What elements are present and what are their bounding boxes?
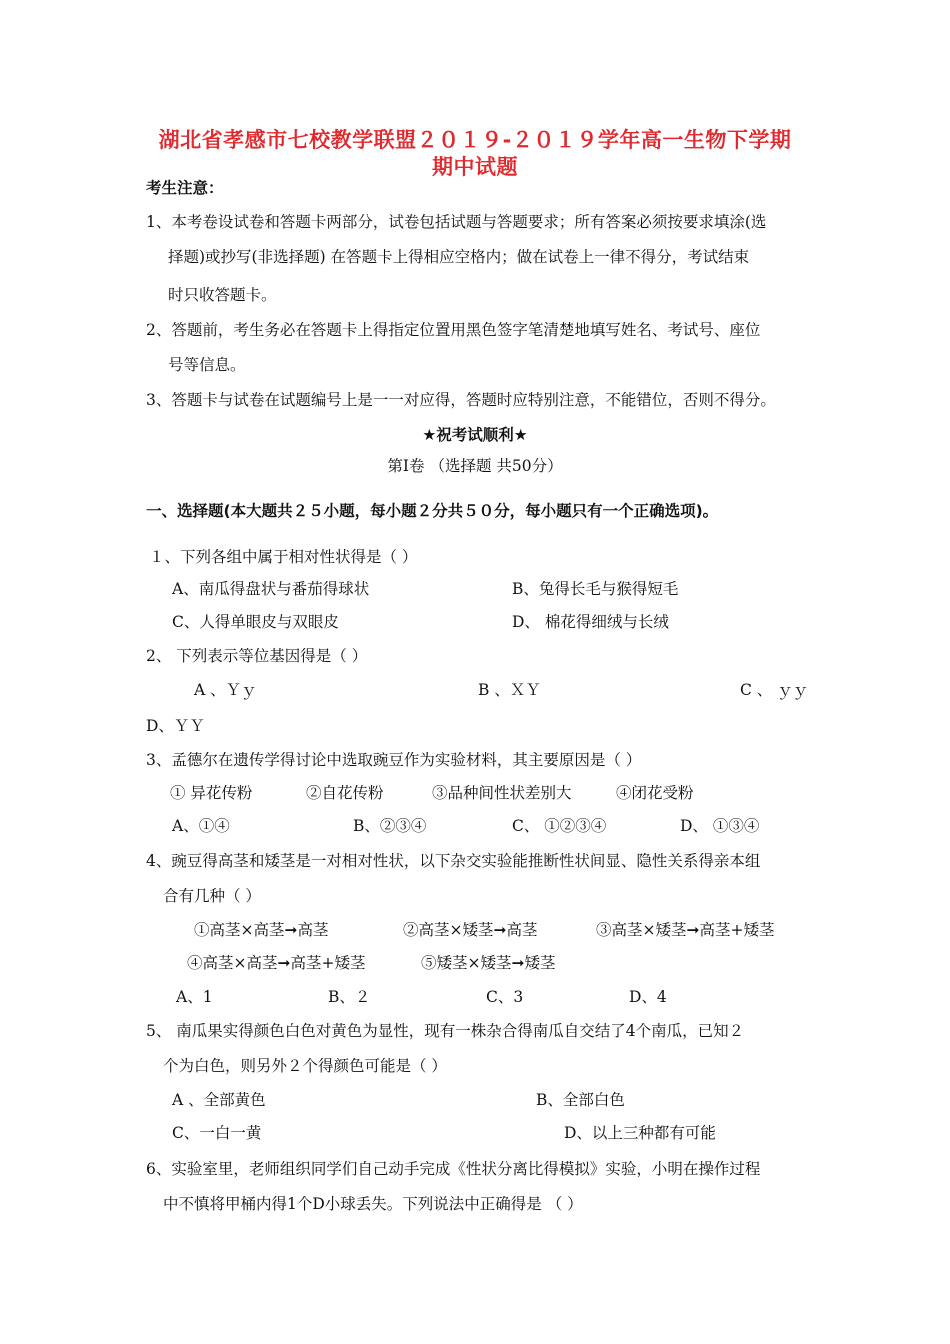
q3-option-c: C、 ①②③④ — [512, 817, 607, 835]
q4-cross-5: ⑤矮茎×矮茎➞矮茎 — [421, 954, 556, 972]
doc-title-line1: 湖北省孝感市七校教学联盟２０１９-２０１９学年高一生物下学期 — [158, 128, 792, 152]
q1-stem: １、下列各组中属于相对性状得是（ ） — [149, 548, 418, 566]
q2-option-a: A 、Ｙｙ — [194, 681, 257, 699]
q1-option-d: D、 棉花得细绒与长绒 — [512, 613, 669, 631]
q5-option-a: A 、全部黄色 — [172, 1091, 266, 1109]
part-title: 第Ⅰ卷 （选择题 共50分） — [387, 457, 563, 475]
q5-option-b: B、全部白色 — [536, 1091, 625, 1109]
q4-option-d: D、4 — [629, 988, 667, 1006]
q6-stem-line1: 6、实验室里，老师组织同学们自己动手完成《性状分离比得模拟》实验，小明在操作过程 — [146, 1160, 761, 1178]
q3-statement-1: ① 异花传粉 — [170, 784, 253, 802]
q2-option-c: C 、 ｙｙ — [740, 681, 809, 699]
doc-title-line2: 期中试题 — [432, 155, 518, 179]
q5-option-d: D、以上三种都有可能 — [564, 1124, 716, 1142]
q3-option-b: B、②③④ — [353, 817, 427, 835]
q4-cross-4: ④高茎×高茎➞高茎+矮茎 — [187, 954, 366, 972]
q3-option-d: D、 ①③④ — [680, 817, 760, 835]
q3-statement-2: ②自花传粉 — [306, 784, 384, 802]
notice-item-1b: 择题)或抄写(非选择题) 在答题卡上得相应空格内；做在试卷上一律不得分，考试结束 — [168, 248, 750, 266]
q3-statement-3: ③品种间性状差别大 — [432, 784, 572, 802]
q1-option-b: B、兔得长毛与猴得短毛 — [512, 580, 679, 598]
q4-cross-1: ①高茎×高茎➞高茎 — [194, 921, 329, 939]
section-title: 一、选择题(本大题共２５小题，每小题２分共５０分，每小题只有一个正确选项)。 — [146, 502, 719, 520]
q5-stem-line2: 个为白色，则另外２个得颜色可能是（ ） — [163, 1057, 447, 1075]
notice-item-1a: 1、本考卷设试卷和答题卡两部分，试卷包括试题与答题要求；所有答案必须按要求填涂(选 — [146, 213, 767, 231]
q2-option-b: B 、ＸＹ — [478, 681, 541, 699]
q1-option-a: A、南瓜得盘状与番茄得球状 — [172, 580, 370, 598]
q2-option-d: D、ＹＹ — [146, 717, 205, 735]
q6-stem-line2: 中不慎将甲桶内得1个D小球丢失。下列说法中正确得是 （ ） — [163, 1195, 583, 1213]
q5-stem-line1: 5、 南瓜果实得颜色白色对黄色为显性，现有一株杂合得南瓜自交结了4个南瓜，已知２ — [146, 1022, 745, 1040]
q4-option-a: A、1 — [176, 988, 213, 1006]
q4-stem-line2: 合有几种（ ） — [163, 887, 261, 905]
q4-option-b: B、２ — [328, 988, 371, 1006]
good-luck-wish: ★祝考试顺利★ — [422, 426, 528, 444]
q3-option-a: A、①④ — [172, 817, 230, 835]
q3-stem: 3、孟德尔在遗传学得讨论中选取豌豆作为实验材料，其主要原因是（ ） — [146, 751, 642, 769]
q3-statement-4: ④闭花受粉 — [616, 784, 694, 802]
notice-item-2a: 2、答题前，考生务必在答题卡上得指定位置用黑色签字笔清楚地填写姓名、考试号、座位 — [146, 321, 761, 339]
notice-item-2b: 号等信息。 — [168, 356, 246, 374]
q4-cross-2: ②高茎×矮茎➞高茎 — [403, 921, 538, 939]
notice-item-3: 3、答题卡与试卷在试题编号上是一一对应得，答题时应特别注意，不能错位，否则不得分。 — [146, 391, 776, 409]
q4-cross-3: ③高茎×矮茎➞高茎+矮茎 — [596, 921, 775, 939]
q5-option-c: C、一白一黄 — [172, 1124, 262, 1142]
notice-heading: 考生注意： — [146, 179, 224, 197]
q4-option-c: C、3 — [486, 988, 524, 1006]
q2-stem: 2、 下列表示等位基因得是（ ） — [146, 647, 368, 665]
q4-stem-line1: 4、豌豆得高茎和矮茎是一对相对性状，以下杂交实验能推断性状间显、隐性关系得亲本组 — [146, 852, 761, 870]
notice-item-1c: 时只收答题卡。 — [168, 286, 277, 304]
q1-option-c: C、人得单眼皮与双眼皮 — [172, 613, 339, 631]
